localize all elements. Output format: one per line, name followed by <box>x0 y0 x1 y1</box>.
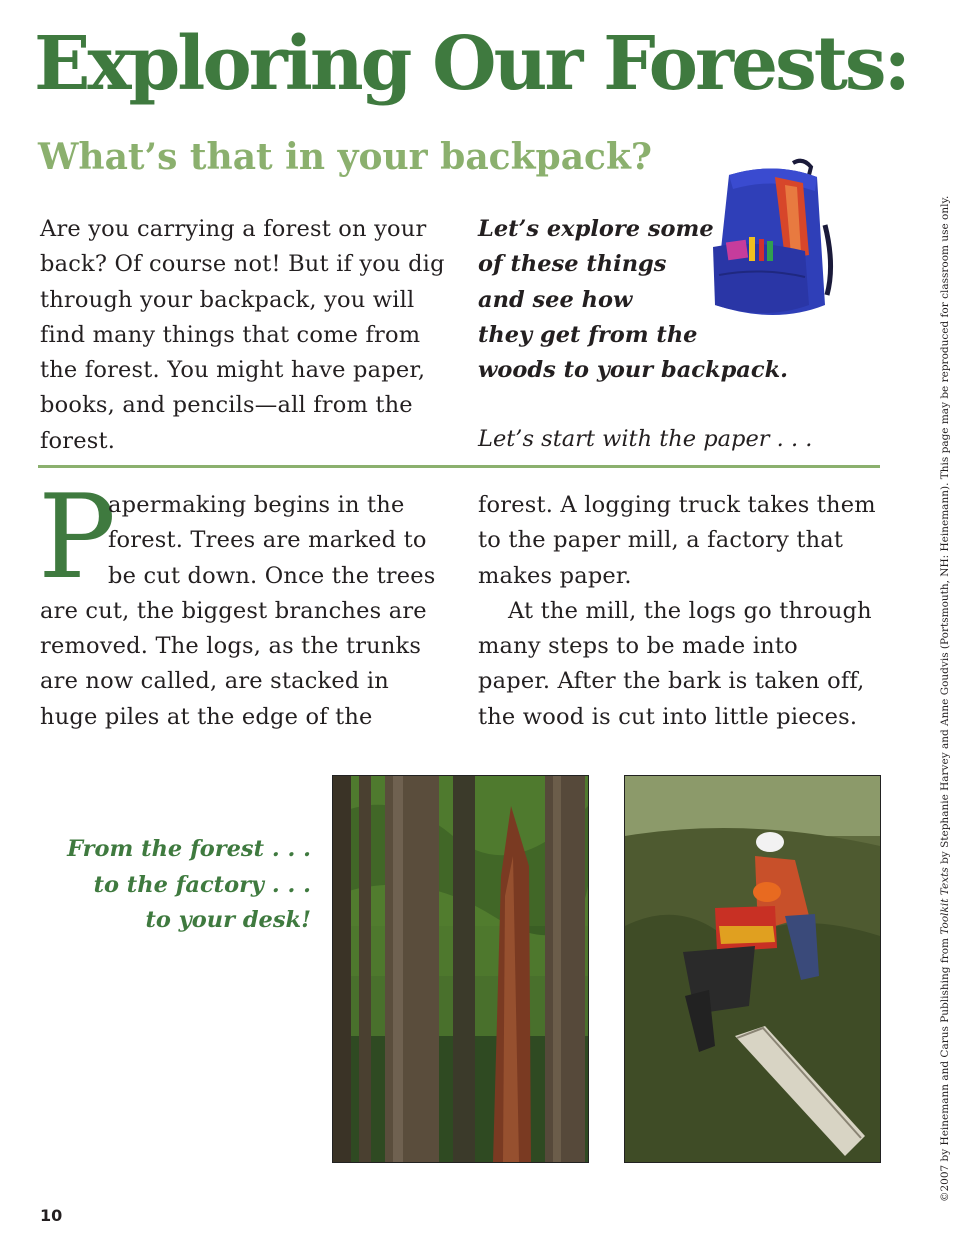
caption-line: to your desk! <box>145 907 311 933</box>
body-line: many steps to be made into <box>478 633 798 660</box>
section-divider <box>38 465 880 468</box>
body-line: to the paper mill, a factory that <box>478 527 844 554</box>
body-line: makes paper. <box>478 562 632 589</box>
body-column-right <box>478 488 888 735</box>
callout-line: they get from the <box>478 321 698 348</box>
intro-line: the forest. You might have paper, <box>40 357 426 384</box>
page-subtitle: What’s that in your backpack? <box>38 136 652 178</box>
loggers-photo <box>624 775 881 1163</box>
callout-line: woods to your backpack. <box>478 357 789 384</box>
intro-line: forest. <box>40 427 116 454</box>
body-line: forest. A logging truck takes them <box>478 492 876 518</box>
body-line: are cut, the biggest branches are <box>40 597 427 624</box>
body-column-left <box>40 488 450 735</box>
body-line: are now called, are stacked in <box>40 668 389 695</box>
intro-line: through your backpack, you will <box>40 286 415 313</box>
intro-paragraph <box>40 212 450 459</box>
body-line: be cut down. Once the trees <box>108 562 436 589</box>
copyright-notice <box>939 196 951 1202</box>
callout-line: of these things <box>478 251 667 278</box>
body-line: removed. The logs, as the trunks <box>40 633 422 660</box>
callout-line: Let’s explore some <box>478 216 714 242</box>
callout-line: and see how <box>478 286 633 313</box>
body-line: At the mill, the logs go through <box>508 597 872 624</box>
intro-line: back? Of course not! But if you dig <box>40 251 445 278</box>
body-line: paper. After the bark is taken off, <box>478 668 865 695</box>
page-number: 10 <box>40 1206 63 1225</box>
copyright-book-title: Toolkit Texts <box>939 867 951 935</box>
copyright-text: by Stephanie Harvey and Anne Goudvis (Portsmouth, NH: Heinemann). This page may be reproduced for classroom use only. <box>939 195 951 868</box>
photo-caption <box>67 832 311 939</box>
drop-cap: P <box>38 470 117 605</box>
forest-photo <box>332 775 589 1163</box>
paper-lead-line: Let’s start with the paper . . . <box>478 426 813 452</box>
body-line: the wood is cut into little pieces. <box>478 703 858 730</box>
body-line: apermaking begins in the <box>108 492 405 518</box>
explore-callout <box>478 212 798 388</box>
copyright-text: ©2007 by Heinemann and Carus Publishing from <box>939 934 951 1202</box>
intro-line: find many things that come from <box>40 321 421 348</box>
caption-line: to the factory . . . <box>93 871 311 898</box>
page-title: Exploring Our Forests: <box>34 21 908 107</box>
body-line: huge piles at the edge of the <box>40 703 373 730</box>
caption-line: From the forest . . . <box>67 836 311 862</box>
body-line: forest. Trees are marked to <box>108 527 427 554</box>
intro-line: Are you carrying a forest on your <box>40 216 427 242</box>
intro-line: books, and pencils—all from the <box>40 392 413 419</box>
